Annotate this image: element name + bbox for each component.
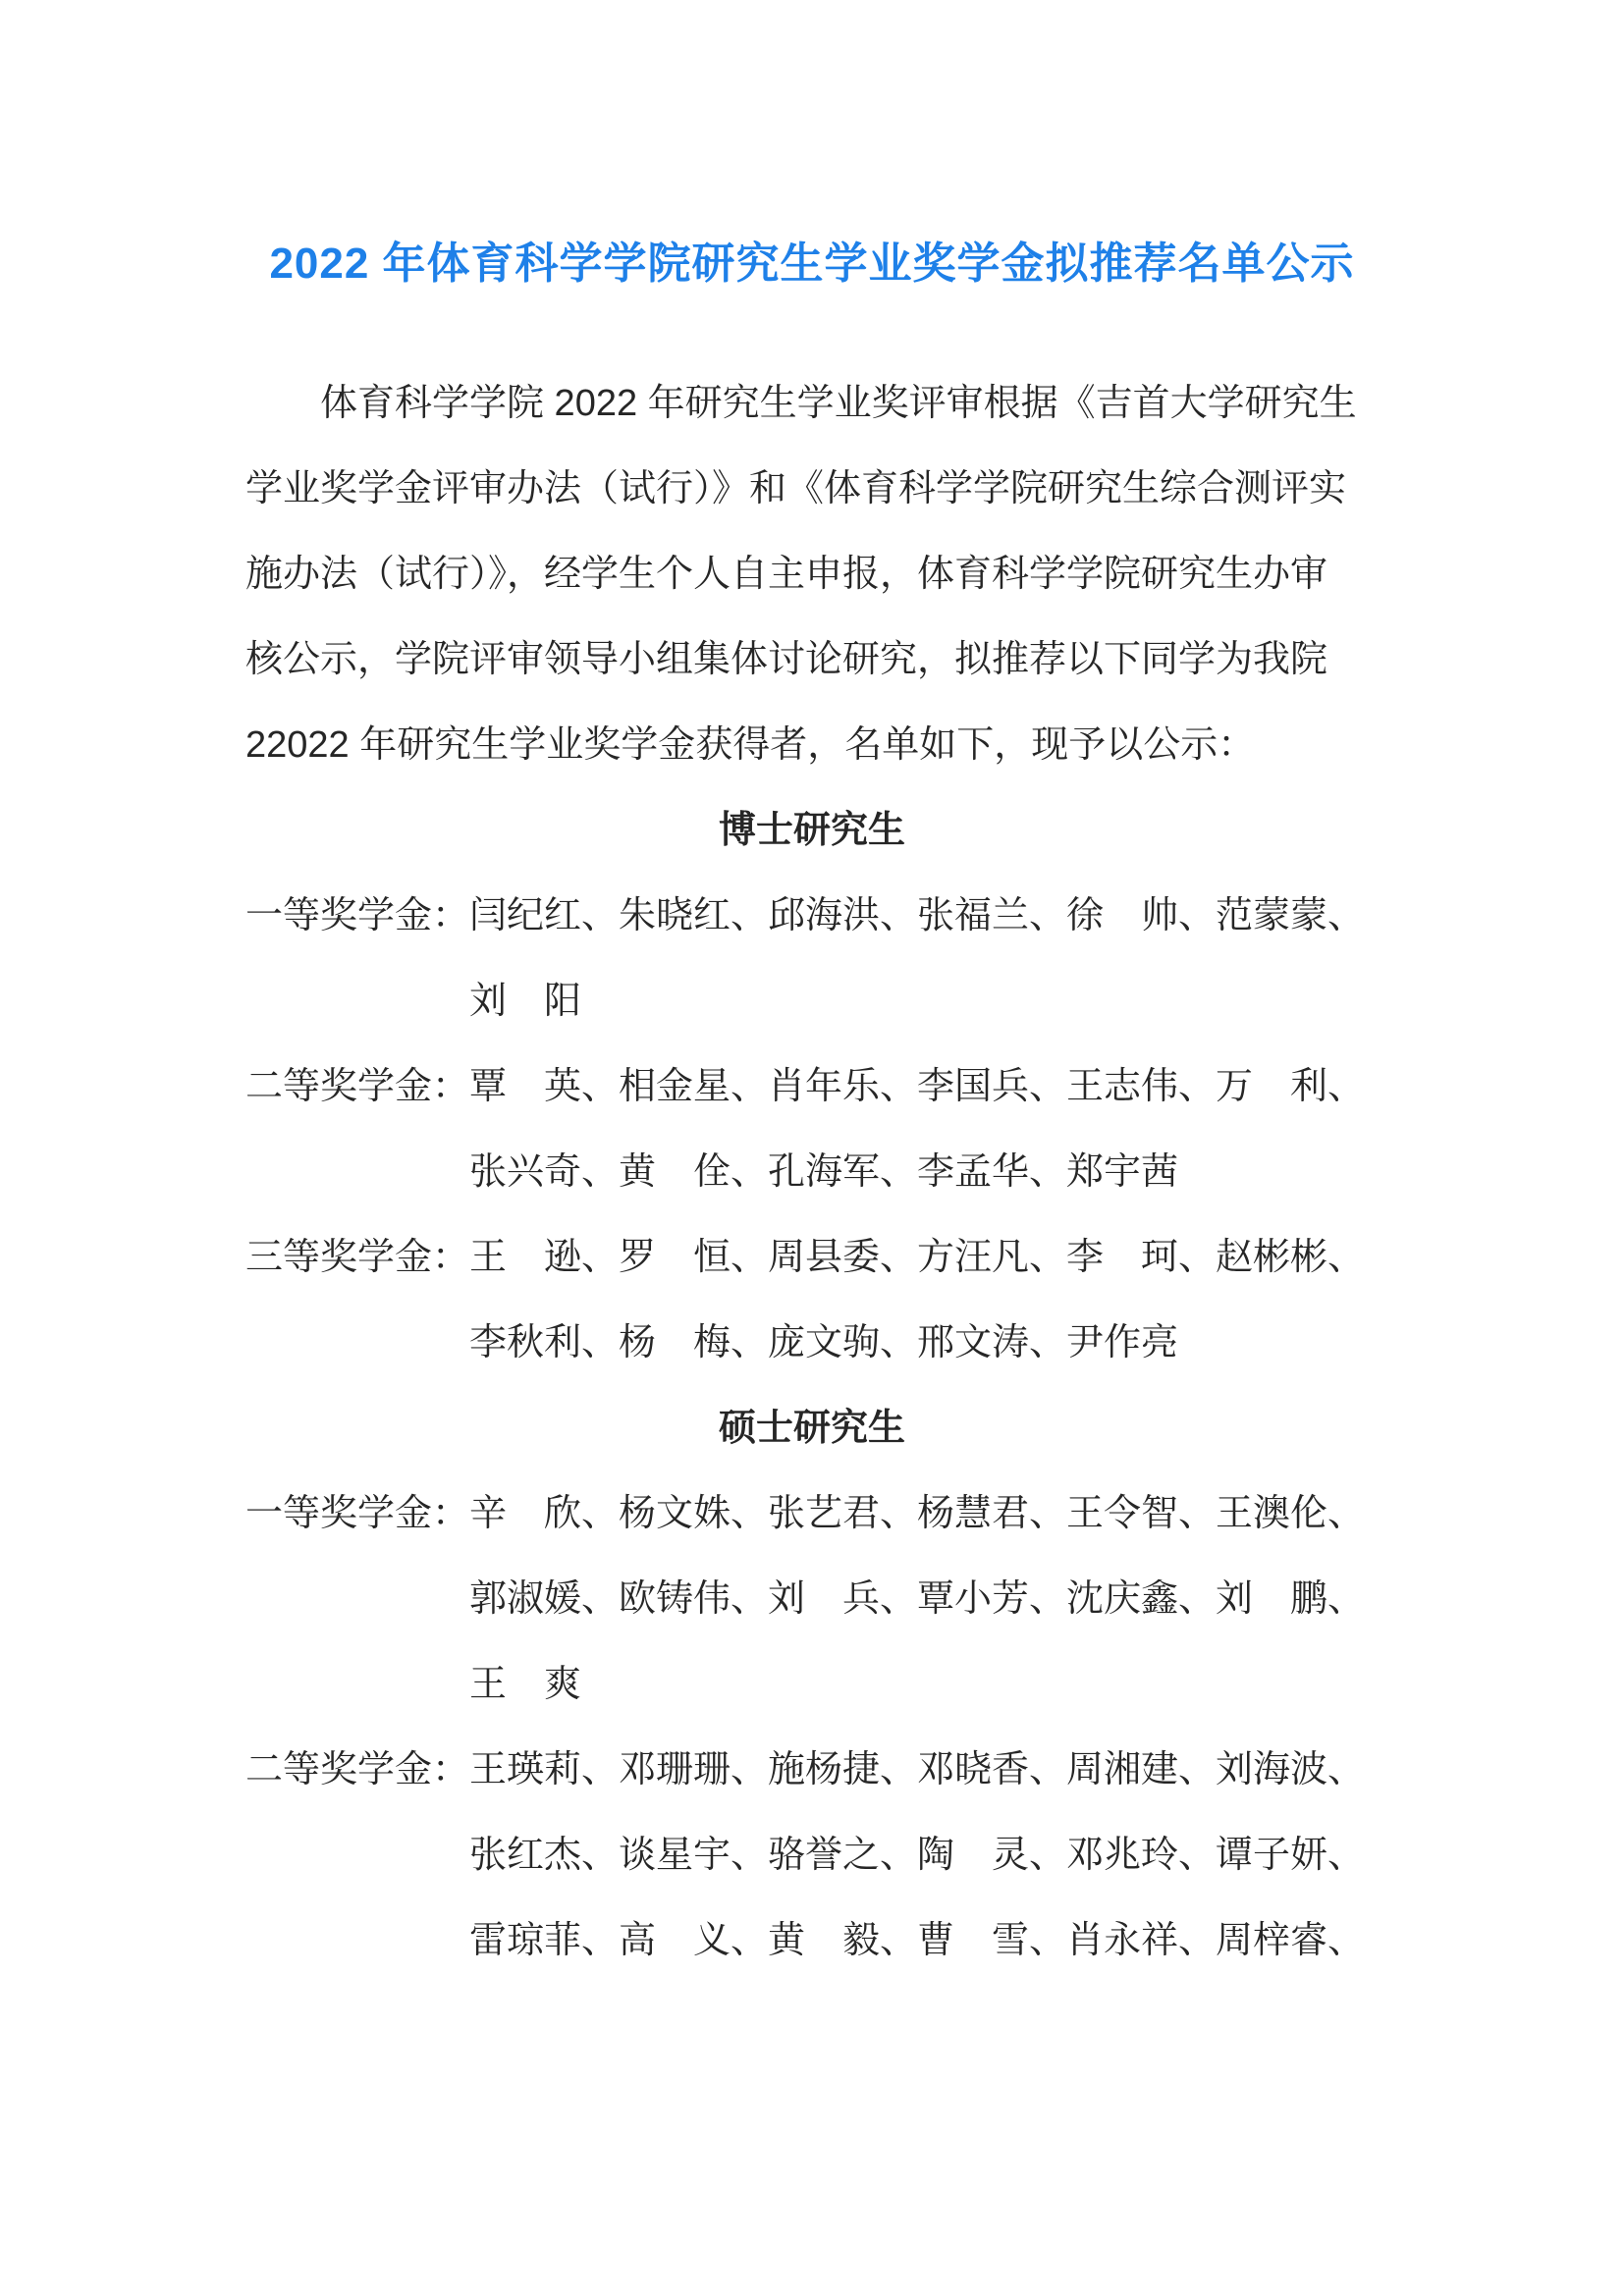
page-title: 2022 年体育科学学院研究生学业奖学金拟推荐名单公示 xyxy=(269,240,1355,288)
section-heading-masters: 硕士研究生 xyxy=(718,1408,905,1449)
document-content xyxy=(245,0,1379,1984)
award-entry-third-class xyxy=(245,1215,1379,1386)
award-names-line: 辛 欣、杨文姝、张艺君、杨慧君、王令智、王澳伦、 xyxy=(469,1493,1366,1534)
intro-paragraph xyxy=(245,361,1379,788)
section-masters xyxy=(245,1386,1379,1984)
award-entry-second-class xyxy=(245,1044,1379,1215)
award-label: 一等奖学金： xyxy=(245,895,470,936)
section-doctoral xyxy=(245,788,1379,1386)
award-names-line: 张兴奇、黄 佺、孔海军、李孟华、郑宇茜 xyxy=(469,1151,1179,1193)
award-names-line: 雷琼菲、高 义、黄 毅、曹 雪、肖永祥、周梓睿、 xyxy=(469,1920,1366,1961)
intro-line: 体育科学学院 2022 年研究生学业奖评审根据《吉首大学研究生 xyxy=(320,383,1357,424)
award-names-line: 刘 阳 xyxy=(469,981,582,1022)
award-names-line: 王瑛莉、邓珊珊、施杨捷、邓晓香、周湘建、刘海波、 xyxy=(469,1749,1366,1790)
award-label: 一等奖学金： xyxy=(245,1493,470,1534)
award-label: 二等奖学金： xyxy=(245,1749,470,1790)
section-heading-doctoral: 博士研究生 xyxy=(718,810,905,851)
award-label: 三等奖学金： xyxy=(245,1237,470,1278)
intro-line: 22022 年研究生学业奖学金获得者，名单如下，现予以公示： xyxy=(245,724,1256,766)
intro-line: 核公示，学院评审领导小组集体讨论研究，拟推荐以下同学为我院 xyxy=(245,639,1328,680)
award-names-line: 王 逊、罗 恒、周县委、方汪凡、李 珂、赵彬彬、 xyxy=(469,1237,1366,1278)
award-names-line: 覃 英、相金星、肖年乐、李国兵、王志伟、万 利、 xyxy=(469,1066,1366,1107)
award-entry-second-class xyxy=(245,1728,1379,1984)
award-names-line: 王 爽 xyxy=(469,1664,582,1705)
intro-line: 学业奖学金评审办法（试行）》和《体育科学学院研究生综合测评实 xyxy=(245,468,1347,509)
award-entry-first-class xyxy=(245,1471,1379,1728)
award-names-line: 闫纪红、朱晓红、邱海洪、张福兰、徐 帅、范蒙蒙、 xyxy=(469,895,1366,936)
award-entry-first-class xyxy=(245,874,1379,1044)
award-names-line: 郭淑媛、欧铸伟、刘 兵、覃小芳、沈庆鑫、刘 鹏、 xyxy=(469,1578,1366,1620)
award-label: 二等奖学金： xyxy=(245,1066,470,1107)
intro-line: 施办法（试行）》，经学生个人自主申报，体育科学学院研究生办审 xyxy=(245,554,1328,595)
award-names-line: 张红杰、谈星宇、骆誉之、陶 灵、邓兆玲、谭子妍、 xyxy=(469,1835,1366,1876)
award-names-line: 李秋利、杨 梅、庞文驹、邢文涛、尹作亮 xyxy=(469,1322,1179,1363)
